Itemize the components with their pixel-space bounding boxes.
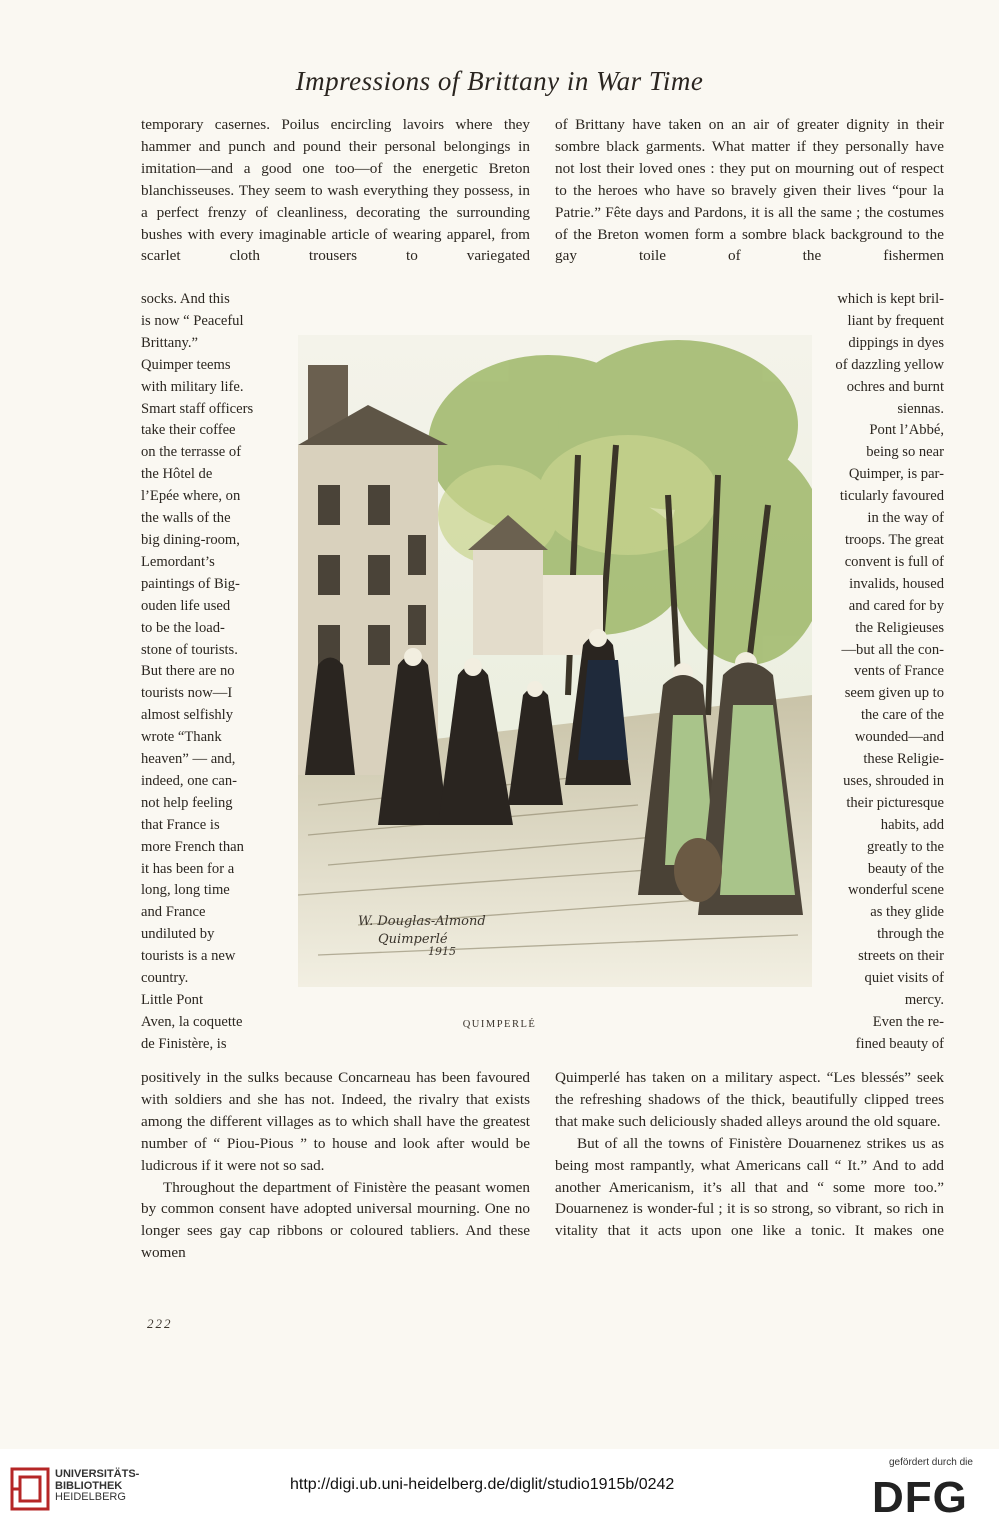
- footer: [0, 1449, 999, 1533]
- signature-name: W. Douglas-Almond: [358, 914, 486, 929]
- text-line: Little Pont: [141, 992, 204, 1008]
- text-line: to be the load-: [141, 619, 225, 636]
- left-column-top: [141, 114, 530, 267]
- text-line: and cared for by: [848, 597, 944, 614]
- paragraph: positively in the sulks because Concarneau has been favoured with soldiers and she has not. Indeed, the rivalry that exists among the different villages as to which shall have the greatest number of “ Piou-Pious ” to house and look after would be ludicrous if it were not so sad.: [141, 1069, 530, 1174]
- text-line: the care of the: [860, 707, 944, 724]
- text-line: troops. The great: [844, 531, 944, 548]
- text-line: not help feeling: [141, 794, 233, 811]
- text-line: tourists now—I: [141, 685, 233, 702]
- text-line: But there are no: [141, 663, 235, 680]
- text-line: invalids, housed: [849, 575, 944, 592]
- text-line: take their coffee: [141, 422, 236, 439]
- text-line: heaven” — and,: [141, 751, 236, 768]
- text-line: it has been for a: [141, 860, 235, 877]
- library-name-line: UNIVERSITÄTS-: [55, 1468, 140, 1480]
- right-column-top: [555, 114, 944, 267]
- text-line: which is kept bril-: [837, 291, 944, 307]
- text-line: of dazzling yellow: [835, 356, 944, 373]
- text-line: wrote “Thank: [141, 729, 222, 746]
- text-line: undiluted by: [141, 926, 215, 943]
- text-line: convent is full of: [844, 553, 944, 570]
- text-line: Smart staff officers: [141, 400, 254, 417]
- text-line: dippings in dyes: [848, 334, 944, 351]
- source-url-link[interactable]: http://digi.ub.uni-heidelberg.de/diglit/studio1915b/0242: [290, 1476, 675, 1493]
- text-line: ticularly favoured: [839, 488, 944, 505]
- text-line: streets on their: [858, 948, 944, 965]
- text-line: fined beauty of: [855, 1035, 944, 1052]
- paragraph: But of all the towns of Finistère Douarnenez strikes us as being most rampantly, what Americans call “ It.” And to add another Americanism, it’s all that and “ some more too.” Douarnenez is wonder-ful ; it is so strong, so vibrant, so rich in vitality that it acts upon one like a tonic. It makes one: [555, 1134, 944, 1240]
- illustration-quimperle: [298, 335, 812, 987]
- text-line: liant by frequent: [847, 312, 944, 329]
- text-line: beauty of the: [867, 860, 944, 877]
- text-line: Quimper teems: [141, 356, 231, 373]
- text-line: ouden life used: [141, 597, 231, 614]
- paragraph: Throughout the department of Finistère the peasant women by common consent have adopted universal mourning. One no longer sees gay cap ribbons or coloured tabliers. And these women: [141, 1178, 530, 1262]
- text-line: big dining-room,: [141, 531, 240, 548]
- text-line: seem given up to: [844, 685, 944, 702]
- text-line: siennas.: [897, 400, 944, 417]
- text-line: uses, shrouded in: [843, 772, 944, 789]
- right-narrow-column: [805, 289, 944, 1056]
- text-line: socks. And this: [141, 291, 230, 307]
- text-line: paintings of Big-: [141, 575, 240, 592]
- text-line: the Religieuses: [855, 619, 944, 636]
- text-line: mercy.: [904, 992, 944, 1008]
- text-line: l’Epée where, on: [141, 488, 241, 505]
- left-narrow-column: [141, 289, 273, 1056]
- paragraph: of Brittany have taken on an air of greater dignity in their sombre black garments. What matter if they personally have not lost their loved ones : they put on mourning out of respect to the heroes who have so bravely given their lives “pour la Patrie.” Fête days and Pardons, it is all the same ; the costumes of the Breton women form a sombre black background to the gay toile of the fishermen: [555, 116, 944, 265]
- funded-by-label: gefördert durch die: [889, 1457, 973, 1468]
- illustration-caption: QUIMPERLÉ: [462, 1019, 537, 1030]
- text-line: ochres and burnt: [846, 378, 944, 395]
- text-line: almost selfishly: [141, 707, 234, 724]
- text-line: Pont l’Abbé,: [869, 422, 944, 439]
- text-line: Brittany.”: [141, 334, 199, 351]
- page-number: 222: [147, 1316, 173, 1331]
- text-line: wonderful scene: [847, 882, 944, 899]
- text-line: habits, add: [880, 816, 944, 833]
- right-column-bottom: [555, 1067, 944, 1242]
- text-line: stone of tourists.: [141, 641, 238, 658]
- text-line: the walls of the: [141, 510, 231, 527]
- text-line: in the way of: [867, 510, 944, 527]
- text-line: through the: [877, 926, 944, 943]
- text-line: these Religie-: [863, 751, 944, 768]
- signature-year: 1915: [428, 945, 456, 958]
- left-column-bottom: [141, 1067, 530, 1264]
- text-line: being so near: [866, 444, 944, 461]
- dfg-logo: DFG: [872, 1473, 968, 1522]
- text-line: on the terrasse of: [141, 444, 242, 461]
- text-line: that France is: [141, 816, 220, 833]
- text-line: Even the re-: [872, 1013, 944, 1030]
- text-line: vents of France: [854, 663, 944, 680]
- text-line: Lemordant’s: [141, 553, 215, 570]
- text-line: is now “ Peaceful: [141, 312, 244, 329]
- text-line: more French than: [141, 838, 244, 855]
- text-line: wounded—and: [854, 729, 944, 746]
- text-line: quiet visits of: [864, 970, 944, 987]
- text-line: Aven, la coquette: [141, 1013, 243, 1030]
- text-line: the Hôtel de: [141, 466, 213, 483]
- paragraph: temporary casernes. Poilus encircling lavoirs where they hammer and punch and pound their personal belongings in imitation—and a good one too—of the energetic Breton blanchisseuses. They seem to wash everything they possess, in a perfect frenzy of cleanliness, decorating the surrounding bushes with every imaginable article of wearing apparel, from scarlet cloth trousers to variegated: [141, 116, 530, 265]
- library-logo-icon: [10, 1467, 50, 1511]
- signature-place: Quimperlé: [378, 932, 448, 947]
- text-line: de Finistère, is: [141, 1035, 227, 1052]
- text-line: as they glide: [870, 904, 944, 921]
- library-name: [55, 1469, 139, 1504]
- paragraph: Quimperlé has taken on a military aspect. “Les blessés” seek the refreshing shadows of the thick, beautifully clipped trees that make such deliciously shaded alleys around the old square.: [555, 1069, 944, 1130]
- running-title: Impressions of Brittany in War Time: [295, 66, 704, 96]
- library-name-line: BIBLIOTHEK: [55, 1479, 123, 1492]
- text-line: country.: [141, 970, 189, 987]
- text-line: Quimper, is par-: [848, 466, 944, 483]
- text-line: —but all the con-: [841, 641, 944, 658]
- text-line: long, long time: [141, 882, 230, 899]
- text-line: their picturesque: [846, 794, 944, 811]
- text-line: indeed, one can-: [141, 772, 238, 789]
- text-line: greatly to the: [867, 838, 944, 855]
- library-name-line: HEIDELBERG: [55, 1491, 126, 1503]
- text-line: with military life.: [141, 378, 244, 395]
- text-line: and France: [141, 904, 206, 921]
- text-line: tourists is a new: [141, 948, 236, 965]
